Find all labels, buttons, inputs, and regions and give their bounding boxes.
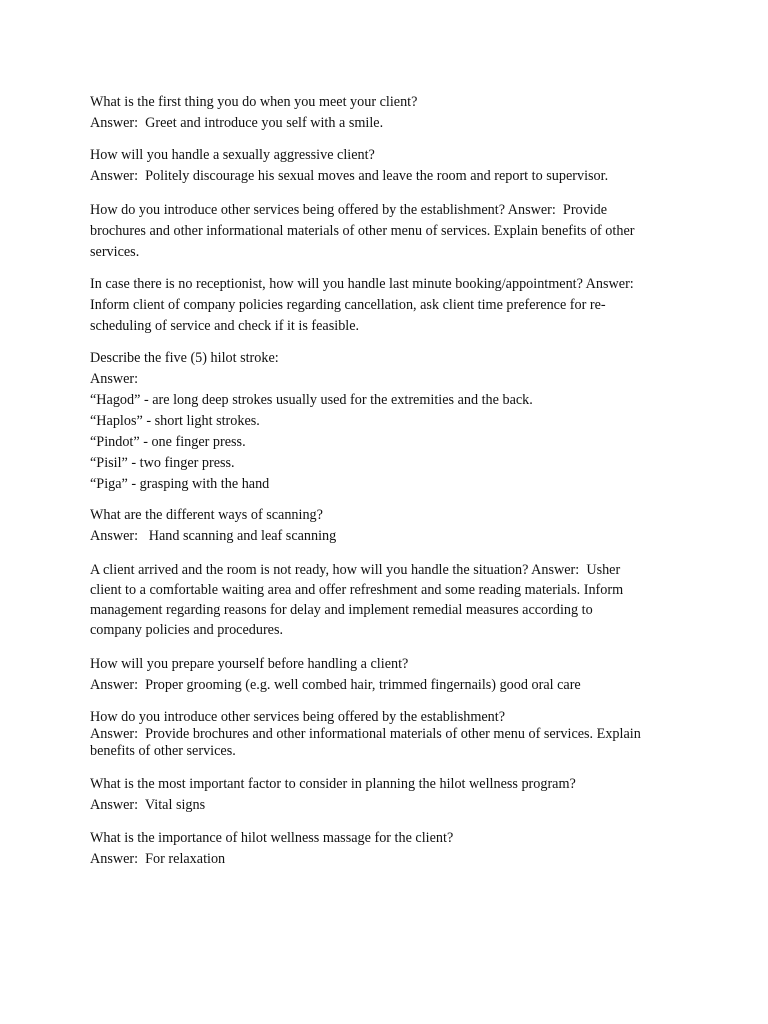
qa-block-introduce-services-2 <box>90 709 680 760</box>
answer-text: benefits of other services. <box>90 743 236 759</box>
paragraph-line: scheduling of service and check if it is feasible. <box>90 318 360 334</box>
qa-block-hilot-strokes <box>90 348 680 495</box>
qa-block-no-receptionist <box>90 274 680 337</box>
qa-block-scanning <box>90 505 680 547</box>
paragraph-line: company policies and procedures. <box>90 622 284 638</box>
answer-text: Answer: Hand scanning and leaf scanning <box>90 528 337 544</box>
qa-block-introduce-services <box>90 200 680 263</box>
question-text: How will you handle a sexually aggressive client? <box>90 147 375 163</box>
paragraph-line: services. <box>90 244 140 260</box>
question-text: How will you prepare yourself before handling a client? <box>90 656 409 672</box>
answer-text: Answer: For relaxation <box>90 851 226 867</box>
paragraph-line: client to a comfortable waiting area and offer refreshment and some reading materials. Inform <box>90 582 624 598</box>
answer-label: Answer: <box>90 371 139 387</box>
paragraph-line: How do you introduce other services being offered by the establishment? Answer: Provide <box>90 202 608 218</box>
stroke-item-hagod: “Hagod” - are long deep strokes usually used for the extremities and the back. <box>90 392 533 408</box>
answer-text: Answer: Proper grooming (e.g. well combed hair, trimmed fingernails) good oral care <box>90 677 581 693</box>
qa-block-prepare-yourself <box>90 654 680 696</box>
answer-text: Answer: Politely discourage his sexual moves and leave the room and report to supervisor. <box>90 168 609 184</box>
stroke-item-haplos: “Haplos” - short light strokes. <box>90 413 260 429</box>
answer-text: Answer: Provide brochures and other informational materials of other menu of services. Explain <box>90 726 641 742</box>
question-text: Describe the five (5) hilot stroke: <box>90 350 279 366</box>
question-text: What is the first thing you do when you meet your client? <box>90 94 418 110</box>
question-text: What is the most important factor to consider in planning the hilot wellness program? <box>90 776 576 792</box>
paragraph-line: management regarding reasons for delay and implement remedial measures according to <box>90 602 593 618</box>
paragraph-line: A client arrived and the room is not ready, how will you handle the situation? Answer: Usher <box>90 562 621 578</box>
paragraph-line: brochures and other informational materials of other menu of services. Explain benefits of other <box>90 223 635 239</box>
stroke-item-pisil: “Pisil” - two finger press. <box>90 455 235 471</box>
qa-block-first-thing <box>90 92 680 134</box>
answer-text: Answer: Vital signs <box>90 797 206 813</box>
qa-block-important-factor <box>90 774 680 816</box>
stroke-item-piga: “Piga” - grasping with the hand <box>90 476 270 492</box>
question-text: What is the importance of hilot wellness massage for the client? <box>90 830 454 846</box>
qa-block-wellness-importance <box>90 828 680 870</box>
paragraph-line: In case there is no receptionist, how will you handle last minute booking/appointment? Answer: <box>90 276 634 292</box>
answer-text: Answer: Greet and introduce you self with a smile. <box>90 115 384 131</box>
question-text: How do you introduce other services being offered by the establishment? <box>90 709 505 725</box>
qa-block-aggressive-client <box>90 145 680 187</box>
paragraph-line: Inform client of company policies regarding cancellation, ask client time preference for re- <box>90 297 606 313</box>
question-text: What are the different ways of scanning? <box>90 507 323 523</box>
stroke-item-pindot: “Pindot” - one finger press. <box>90 434 246 450</box>
qa-block-room-not-ready <box>90 560 680 640</box>
